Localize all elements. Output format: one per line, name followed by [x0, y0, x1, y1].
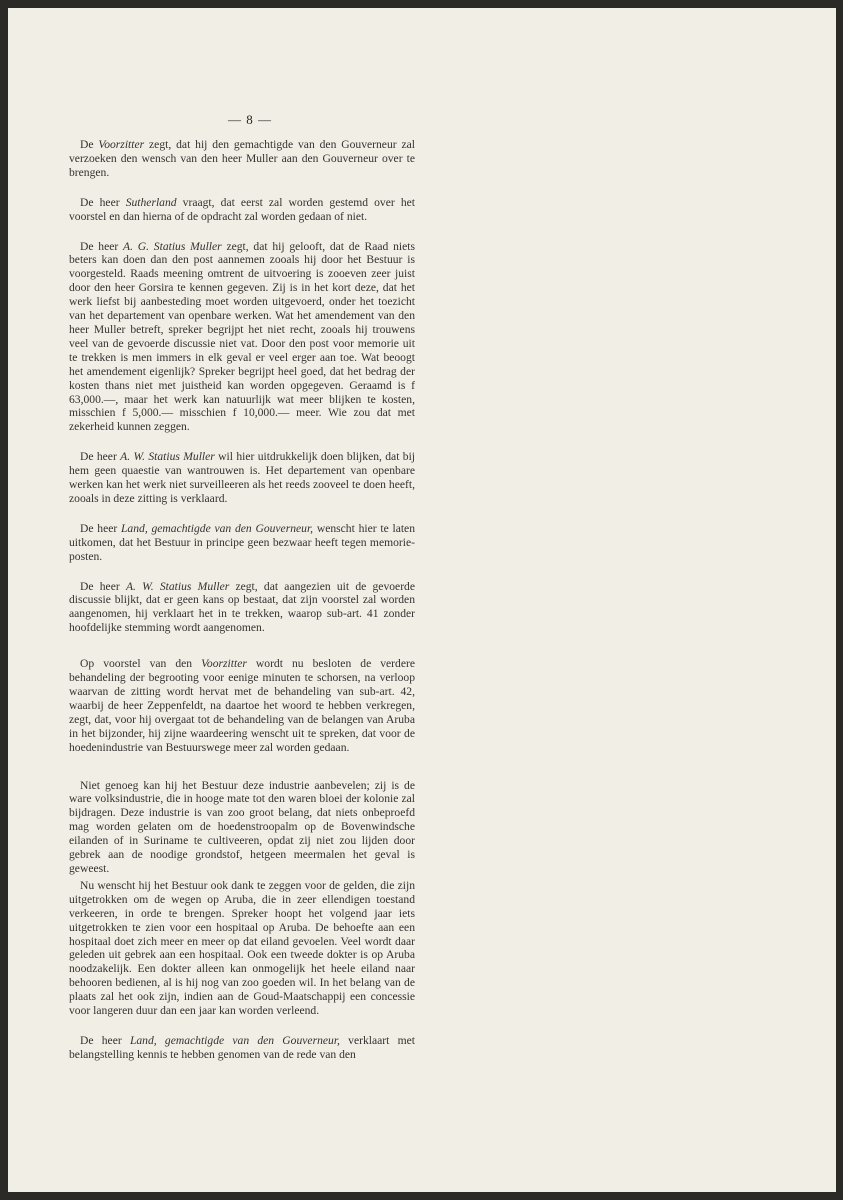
- paragraph-10: De heer Land, gemachtigde van den Gouverneur, verklaart met belangstelling kennis te hebben genomen van de rede van den: [69, 1033, 415, 1061]
- paragraph-4: De heer A. W. Statius Muller wil hier uitdrukkelijk doen blijken, dat bij hem geen quaestie van wantrouwen is. Het departement van openbare werken kan het werk niet surveilleeren als het reeds zooveel te doen heeft, zooals in deze zitting is verklaard.: [69, 450, 416, 505]
- paragraph-7: Op voorstel van den Voorzitter wordt nu besloten de verdere behandeling der begrooting voor eenige minuten te schorsen, na verloop waarvan de zitting wordt hervat met de behandeling van sub-art. 42, waarbij de heer Zeppenfeldt, na daartoe het woord te hebben verkregen, zegt, dat, voor hij overgaat tot de behandeling van de belangen van Aruba in het bijzonder, hij zijne waardeering wenscht uit te spreken, dat voor de hoedenindustrie van Bestuurswege meer zal worden gedaan.: [69, 657, 415, 754]
- paragraph-6: De heer A. W. Statius Muller zegt, dat aangezien uit de gevoerde discussie blijkt, dat er geen kans op bestaat, dat zijn voorstel zal worden aangenomen, hij verklaart het in te trekken, waarop sub-art. 41 zonder hoofdelijke stemming wordt aangenomen.: [69, 579, 416, 635]
- page-number: — 8 —: [228, 112, 272, 127]
- paragraph-9: Nu wenscht hij het Bestuur ook dank te zeggen voor de gelden, die zijn uitgetrokken om de wegen op Aruba, die in zeer ellendigen toestand verkeeren, in orde te brengen. Spreker hoopt het volgend jaar iets uitgetrokken te zien voor een hospitaal op Aruba. De behoefte aan een hospitaal doet zich meer en meer op dat eiland gevoelen. Veel wordt daar geleden uit gebrek aan een hospitaal. Ook een tweede dokter is op Aruba noodzakelijk. Een dokter alleen kan onmogelijk het heele eiland naar behooren bedienen, al is hij nog van zoo goeden wil. In het belang van de plaats zal het ook zijn, indien aan de Goud-Maatschappij een concessie voor langeren duur dan een jaar kan worden verleend.: [69, 878, 415, 1018]
- paragraph-5: De heer Land, gemachtigde van den Gouverneur, wenscht hier te laten uitkomen, dat het Bestuur in principe geen bezwaar heeft tegen memorie-posten.: [69, 521, 415, 563]
- paragraph-8: Niet genoeg kan hij het Bestuur deze industrie aanbevelen; zij is de ware volksindustrie, die in hooge mate tot den waren bloei der kolonie zal bijdragen. Deze industrie is van zoo groot belang, dat niets onbeproefd mag worden gelaten om de hoedenstroopalm op de Bovenwindsche eilanden of in Suriname te cultiveeren, opdat zij niet zou lijden door gebrek aan de noodige grondstof, hetgeen meermalen het geval is geweest.: [69, 778, 415, 875]
- paragraph-2: De heer Sutherland vraagt, dat eerst zal worden gestemd over het voorstel en dan hierna of de opdracht zal worden gedaan of niet.: [69, 195, 416, 223]
- paragraph-1: De Voorzitter zegt, dat hij den gemachtigde van den Gouverneur zal verzoeken den wensch van den heer Muller aan den Gouverneur over te brengen.: [69, 138, 416, 179]
- paragraph-3: De heer A. G. Statius Muller zegt, dat hij gelooft, dat de Raad niets beters kan doen dan den post aannemen zooals hij door het Bestuur is voorgesteld. Raads meening omtrent de uitvoering is zooeven zeer juist door den heer Gorsira te kennen gegeven. Zij is in het kort deze, dat het werk liefst bij aanbesteding moet worden uitgevoerd, onder het toezicht van het departement van openbare werken. Wat het amendement van den heer Muller betreft, spreker begrijpt het niet recht, zooals hij trouwens veel van de gevoerde discussie niet vat. Door den post voor memorie uit te trekken is men immers in elk geval er veel erger aan toe. Wat beoogt het amendement eigenlijk? Spreker begrijpt heel goed, dat het bedrag der kosten thans niet met juistheid kan worden opgegeven. Geraamd is f 63,000.—, maar het werk kan natuurlijk wat meer blijken te kosten, misschien f 5,000.— misschien f 10,000.— meer. Wie zou dat met zekerheid kunnen zeggen.: [69, 239, 415, 434]
- document-body: [69, 138, 415, 1078]
- document-page: [8, 8, 836, 1192]
